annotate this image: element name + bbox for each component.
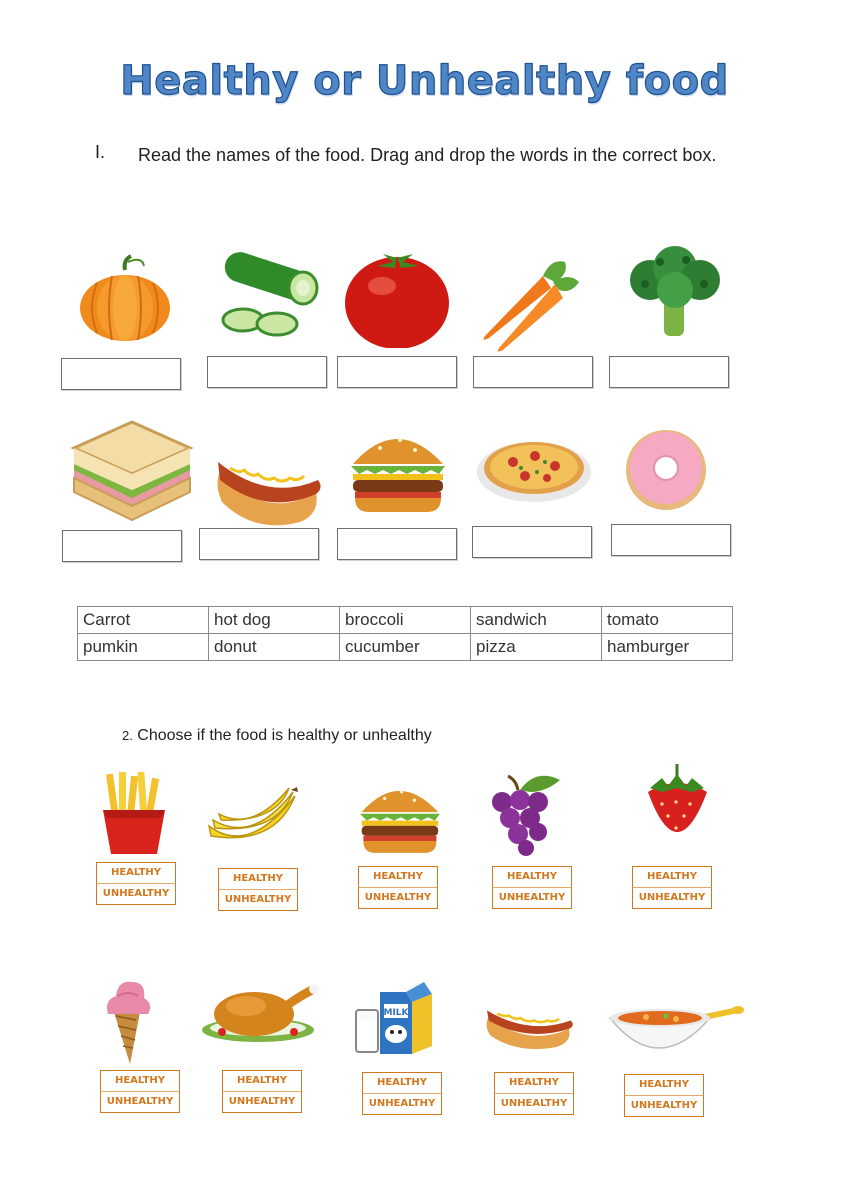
drop-box-carrot[interactable] (473, 356, 593, 388)
word-tile[interactable]: broccoli (340, 607, 471, 634)
unhealthy-option[interactable]: UNHEALTHY (100, 1092, 180, 1113)
word-tile[interactable]: pizza (471, 634, 602, 661)
section-2-instruction: Choose if the food is healthy or unhealthy (137, 727, 432, 744)
healthy-option[interactable]: HEALTHY (100, 1070, 180, 1092)
hot-dog-icon (482, 992, 574, 1054)
milk-carton-text: MILK (383, 1008, 409, 1018)
word-tile[interactable]: pumkin (78, 634, 209, 661)
healthy-option[interactable]: HEALTHY (218, 868, 298, 890)
unhealthy-option[interactable]: UNHEALTHY (96, 884, 176, 905)
choice-soup (624, 1074, 704, 1117)
word-tile[interactable]: Carrot (78, 607, 209, 634)
carrot-icon (473, 258, 583, 358)
tomato-icon (342, 248, 452, 348)
broccoli-icon (620, 240, 730, 340)
choice-roast-chicken (222, 1070, 302, 1113)
choice-hot-dog (494, 1072, 574, 1115)
drop-box-donut[interactable] (611, 524, 731, 556)
word-bank-row (78, 634, 733, 661)
pumpkin-icon (70, 248, 180, 348)
bananas-icon (205, 786, 300, 856)
grapes-icon (480, 770, 565, 858)
sandwich-icon (66, 418, 198, 523)
cucumber-icon (215, 248, 325, 348)
page-title: Healthy or Unhealthy food (120, 58, 729, 104)
drop-box-pumpkin[interactable] (61, 358, 181, 390)
unhealthy-option[interactable]: UNHEALTHY (632, 888, 712, 909)
drop-box-pizza[interactable] (472, 526, 592, 558)
choice-milk (362, 1072, 442, 1115)
section-2-instruction-line (122, 727, 432, 745)
healthy-option[interactable]: HEALTHY (96, 862, 176, 884)
word-tile[interactable]: hamburger (602, 634, 733, 661)
choice-strawberry (632, 866, 712, 909)
section-2-number: 2. (122, 728, 133, 743)
drop-box-hamburger[interactable] (337, 528, 457, 560)
drop-box-hot-dog[interactable] (199, 528, 319, 560)
choice-ice-cream (100, 1070, 180, 1113)
unhealthy-option[interactable]: UNHEALTHY (218, 890, 298, 911)
hamburger-icon (352, 773, 447, 858)
ice-cream-icon (96, 976, 156, 1066)
word-bank-row (78, 607, 733, 634)
roast-chicken-icon (200, 982, 322, 1044)
drop-box-cucumber[interactable] (207, 356, 327, 388)
strawberry-icon (640, 760, 715, 850)
word-tile[interactable]: hot dog (209, 607, 340, 634)
unhealthy-option[interactable]: UNHEALTHY (362, 1094, 442, 1115)
pizza-icon (475, 430, 593, 505)
word-bank-table (77, 606, 733, 661)
drop-box-sandwich[interactable] (62, 530, 182, 562)
choice-hamburger (358, 866, 438, 909)
healthy-option[interactable]: HEALTHY (492, 866, 572, 888)
section-1-number: I. (95, 142, 106, 162)
healthy-option[interactable]: HEALTHY (358, 866, 438, 888)
hot-dog-icon (212, 432, 322, 532)
unhealthy-option[interactable]: UNHEALTHY (222, 1092, 302, 1113)
healthy-option[interactable]: HEALTHY (222, 1070, 302, 1092)
choice-french-fries (96, 862, 176, 905)
choice-bananas (218, 868, 298, 911)
unhealthy-option[interactable]: UNHEALTHY (492, 888, 572, 909)
word-tile[interactable]: donut (209, 634, 340, 661)
french-fries-icon (95, 770, 173, 855)
unhealthy-option[interactable]: UNHEALTHY (624, 1096, 704, 1117)
drop-box-broccoli[interactable] (609, 356, 729, 388)
choice-grapes (492, 866, 572, 909)
word-tile[interactable]: sandwich (471, 607, 602, 634)
unhealthy-option[interactable]: UNHEALTHY (494, 1094, 574, 1115)
word-tile[interactable]: cucumber (340, 634, 471, 661)
soup-icon (606, 1002, 746, 1052)
drop-box-tomato[interactable] (337, 356, 457, 388)
healthy-option[interactable]: HEALTHY (632, 866, 712, 888)
hamburger-icon (345, 418, 450, 518)
healthy-option[interactable]: HEALTHY (362, 1072, 442, 1094)
healthy-option[interactable]: HEALTHY (624, 1074, 704, 1096)
section-1-instruction: Read the names of the food. Drag and drop the words in the correct box. (138, 145, 717, 165)
word-tile[interactable]: tomato (602, 607, 733, 634)
healthy-option[interactable]: HEALTHY (494, 1072, 574, 1094)
donut-icon (620, 424, 712, 512)
milk-icon (350, 968, 440, 1058)
unhealthy-option[interactable]: UNHEALTHY (358, 888, 438, 909)
